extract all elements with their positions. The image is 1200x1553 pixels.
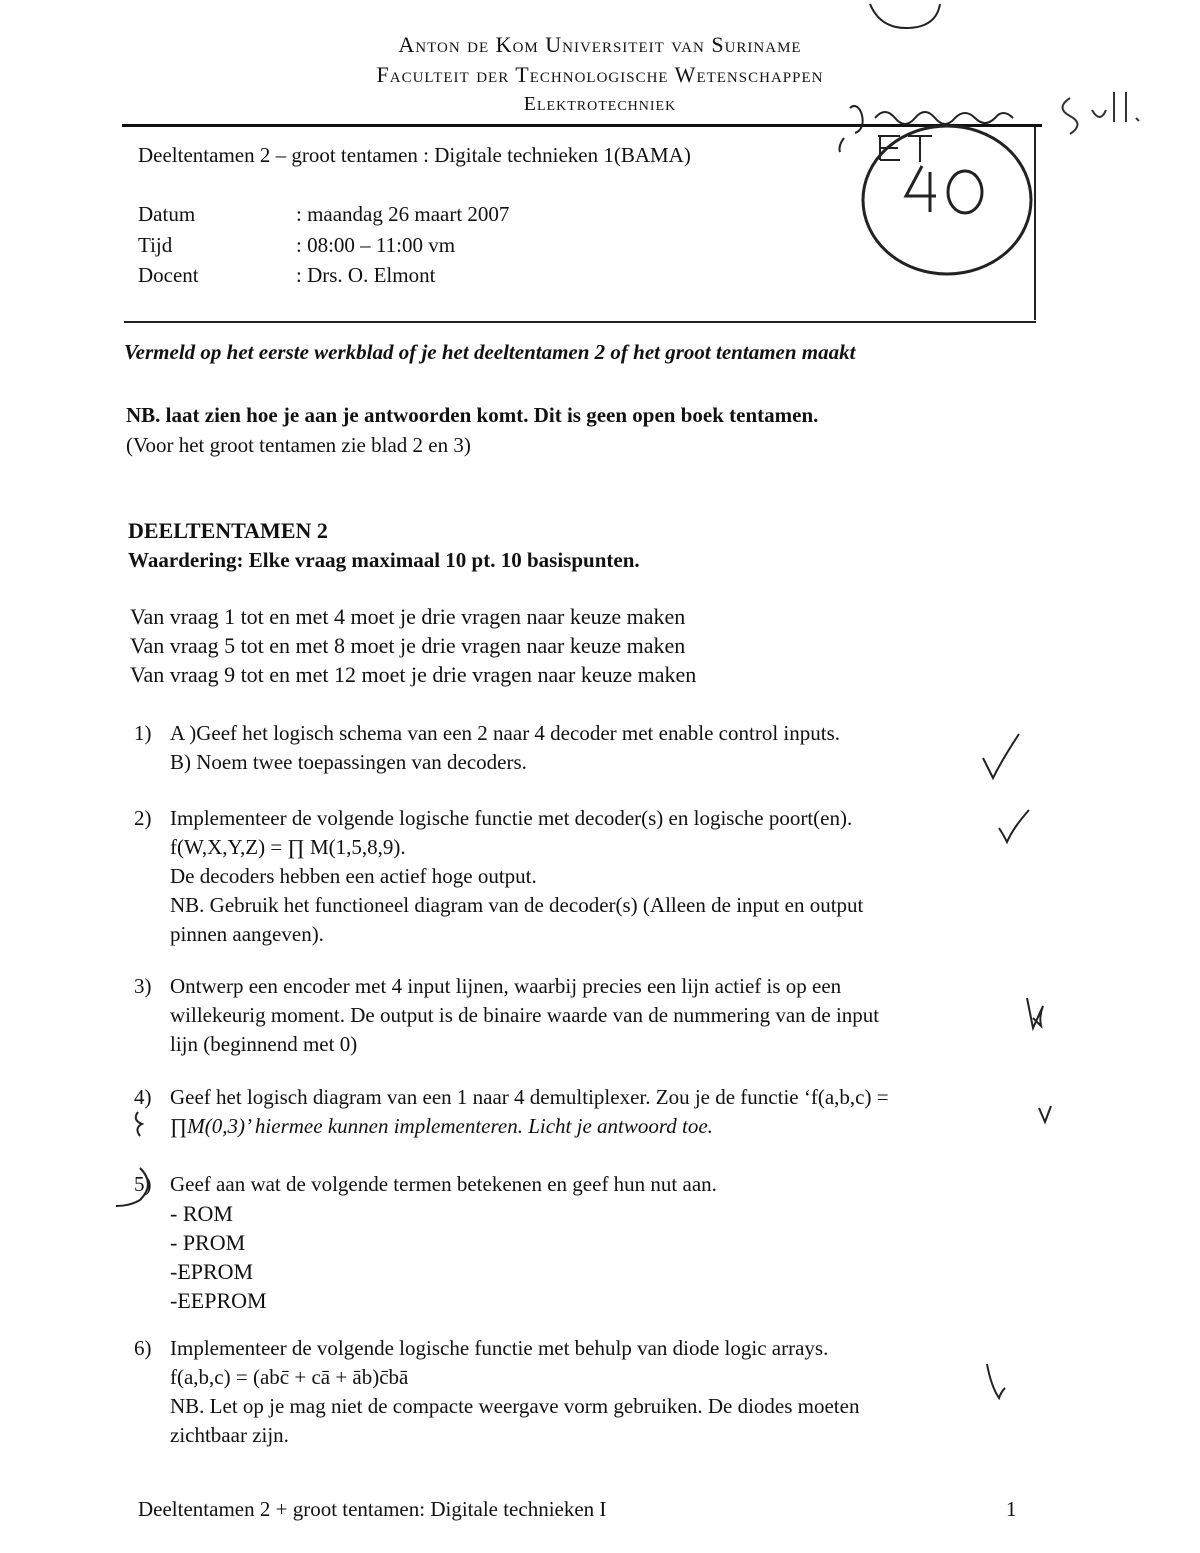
question-number: 2) bbox=[134, 806, 152, 830]
question-line: lijn (beginnend met 0) bbox=[170, 1032, 358, 1056]
teacher-label: Docent bbox=[138, 263, 199, 287]
time-label: Tijd bbox=[138, 233, 173, 257]
footer-text: Deeltentamen 2 + groot tentamen: Digitale technieken I bbox=[138, 1497, 607, 1521]
question-line: - PROM bbox=[170, 1230, 246, 1255]
question-line: Geef het logisch diagram van een 1 naar 4 demultiplexer. Zou je de functie ‘f(a,b,c) = bbox=[170, 1085, 889, 1109]
top-scribble bbox=[860, 0, 960, 34]
section-title: DEELTENTAMEN 2 bbox=[128, 518, 328, 543]
rule-line: Van vraag 9 tot en met 12 moet je drie vragen naar keuze maken bbox=[130, 662, 697, 687]
reference-note: (Voor het groot tentamen zie blad 2 en 3) bbox=[126, 433, 471, 457]
question-5-circle-mark bbox=[110, 1160, 160, 1220]
question-line: - ROM bbox=[170, 1201, 233, 1226]
university-name: Anton de Kom Universiteit van Suriname bbox=[398, 32, 802, 57]
check-mark-6 bbox=[975, 1360, 1015, 1410]
question-4 bbox=[170, 1083, 889, 1141]
question-6 bbox=[170, 1334, 859, 1450]
question-2 bbox=[170, 804, 863, 949]
question-line: De decoders hebben een actief hoge output. bbox=[170, 864, 537, 888]
question-line: zichtbaar zijn. bbox=[170, 1423, 289, 1447]
question-line: -EPROM bbox=[170, 1259, 254, 1284]
date-label: Datum bbox=[138, 202, 196, 226]
question-line: f(W,X,Y,Z) = ∏ M(1,5,8,9). bbox=[170, 835, 406, 859]
question-3 bbox=[170, 972, 879, 1059]
question-line: Geef aan wat de volgende termen betekenen en geef hun nut aan. bbox=[170, 1172, 717, 1196]
question-line: willekeurig moment. De output is de binaire waarde van de nummering van de input bbox=[170, 1003, 880, 1027]
handwritten-name bbox=[0, 0, 1, 1]
question-line: NB. Gebruik het functioneel diagram van de decoder(s) (Alleen de input en output bbox=[170, 893, 864, 917]
question-line: Ontwerp een encoder met 4 input lijnen, waarbij precies een lijn actief is op een bbox=[170, 974, 842, 998]
rule-line: Van vraag 5 tot en met 8 moet je drie vragen naar keuze maken bbox=[130, 633, 686, 658]
question-line: NB. Let op je mag niet de compacte weergave vorm gebruiken. De diodes moeten bbox=[170, 1394, 860, 1418]
box-bottom-border bbox=[124, 321, 1036, 323]
check-marks bbox=[975, 720, 1055, 1140]
question-line: -EEPROM bbox=[170, 1288, 267, 1313]
question-number: 4) bbox=[134, 1085, 152, 1109]
question-line: A )Geef het logisch schema van een 2 naar 4 decoder met enable control inputs. bbox=[170, 721, 841, 745]
question-number: 6) bbox=[134, 1336, 152, 1360]
nb-note: NB. laat zien hoe je aan je antwoorden komt. Dit is geen open boek tentamen. bbox=[126, 403, 819, 427]
question-number: 1) bbox=[134, 721, 152, 745]
rule-line: Van vraag 1 tot en met 4 moet je drie vragen naar keuze maken bbox=[130, 604, 686, 629]
instruction-line: Vermeld op het eerste werkblad of je het deeltentamen 2 of het groot tentamen maakt bbox=[124, 340, 856, 364]
question-4-mark bbox=[128, 1110, 148, 1140]
question-number: 5) bbox=[134, 1172, 152, 1196]
question-line: f(a,b,c) = (abc̄ + cā + āb)c̄bā bbox=[170, 1365, 409, 1389]
exam-title: Deeltentamen 2 – groot tentamen : Digitale technieken 1(BAMA) bbox=[138, 143, 691, 167]
faculty-name: Faculteit der Technologische Wetenschappen bbox=[376, 62, 824, 87]
teacher-value: : Drs. O. Elmont bbox=[296, 263, 436, 287]
question-line: pinnen aangeven). bbox=[170, 922, 324, 946]
question-line: Implementeer de volgende logische functie met decoder(s) en logische poort(en). bbox=[170, 806, 853, 830]
question-line: ∏M(0,3)’ hiermee kunnen implementeren. Licht je antwoord toe. bbox=[170, 1114, 713, 1138]
question-line: B) Noem twee toepassingen van decoders. bbox=[170, 750, 527, 774]
question-1 bbox=[170, 719, 840, 777]
rating-line: Waardering: Elke vraag maximaal 10 pt. 10 basispunten. bbox=[128, 548, 640, 572]
date-value: : maandag 26 maart 2007 bbox=[296, 202, 510, 226]
question-line: Implementeer de volgende logische functie met behulp van diode logic arrays. bbox=[170, 1336, 829, 1360]
handwritten-annotations bbox=[830, 88, 1160, 288]
page-number: 1 bbox=[1006, 1497, 1017, 1521]
question-5 bbox=[170, 1170, 717, 1315]
department-name: Elektrotechniek bbox=[523, 93, 677, 115]
time-value: : 08:00 – 11:00 vm bbox=[296, 233, 456, 257]
question-number: 3) bbox=[134, 974, 152, 998]
